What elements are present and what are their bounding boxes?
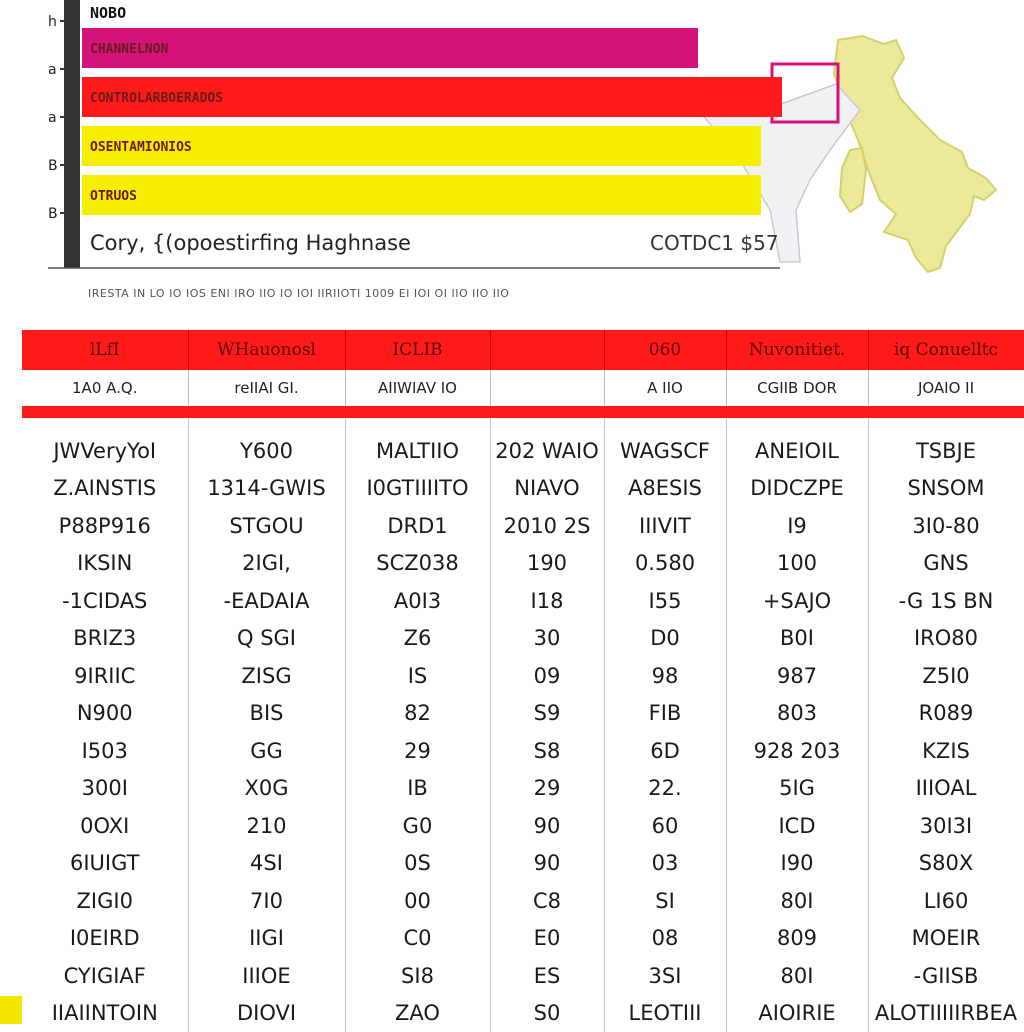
table-cell: SCZ038 <box>345 545 490 583</box>
table-row <box>22 470 1024 508</box>
table-cell: ES <box>490 957 604 995</box>
table-cell: SI8 <box>345 957 490 995</box>
corner-color-swatch <box>0 996 22 1024</box>
table-row <box>22 957 1024 995</box>
table-cell: ZIGI0 <box>22 882 188 920</box>
column-header-1[interactable]: lLfI <box>22 330 188 370</box>
chart-header-label: NOBO <box>90 4 126 22</box>
table-cell: STGOU <box>188 507 345 545</box>
table-cell: SI <box>604 882 726 920</box>
table-cell: 202 WAIO <box>490 412 604 470</box>
table-cell: 0.580 <box>604 545 726 583</box>
table-cell: 2IGI, <box>188 545 345 583</box>
table-cell: S80X <box>868 845 1024 883</box>
table-cell: -EADAIA <box>188 582 345 620</box>
sicily-map-shape <box>840 148 866 212</box>
table-row <box>22 507 1024 545</box>
table-cell: ALOTIIIIIRBEA <box>868 995 1024 1032</box>
bars <box>82 28 782 215</box>
table-cell: -G 1S BN <box>868 582 1024 620</box>
table-cell: 6D <box>604 732 726 770</box>
column-subheader-4 <box>490 370 604 412</box>
table-header-row-primary <box>22 330 1024 370</box>
table-cell: BIS <box>188 695 345 733</box>
table-cell: 3SI <box>604 957 726 995</box>
table-cell: I90 <box>726 845 868 883</box>
table-cell: 60 <box>604 807 726 845</box>
table-cell: I55 <box>604 582 726 620</box>
y-tick-label: a <box>48 62 57 78</box>
table-cell: 30 <box>490 620 604 658</box>
table-cell: ICD <box>726 807 868 845</box>
bar-1 <box>82 28 698 68</box>
table-cell: GNS <box>868 545 1024 583</box>
table-cell: 90 <box>490 807 604 845</box>
table-row <box>22 545 1024 583</box>
table-cell: 80I <box>726 957 868 995</box>
table-row <box>22 807 1024 845</box>
table-cell: +SAJO <box>726 582 868 620</box>
table-cell: N900 <box>22 695 188 733</box>
table-cell: 08 <box>604 920 726 958</box>
bar-label-3: OSENTAMIONIOS <box>90 140 192 155</box>
table-cell: 7I0 <box>188 882 345 920</box>
table-cell: DRD1 <box>345 507 490 545</box>
column-header-6[interactable]: Nuvonitiet. <box>726 330 868 370</box>
column-subheader-6: CGIIB DOR <box>726 370 868 412</box>
table-cell: 809 <box>726 920 868 958</box>
table-row <box>22 582 1024 620</box>
table-cell: JWVeryYoI <box>22 412 188 470</box>
table-cell: DIDCZPE <box>726 470 868 508</box>
table-row <box>22 412 1024 470</box>
table-cell: IS <box>345 657 490 695</box>
table-cell: IIIVIT <box>604 507 726 545</box>
table-cell: B0I <box>726 620 868 658</box>
column-header-2[interactable]: WHauonosl <box>188 330 345 370</box>
table-cell: ZAO <box>345 995 490 1032</box>
table-cell: C8 <box>490 882 604 920</box>
bar-chart <box>0 0 1024 280</box>
bar-4 <box>82 175 761 215</box>
table-cell: IIIOAL <box>868 770 1024 808</box>
table-cell: I9 <box>726 507 868 545</box>
table-cell: E0 <box>490 920 604 958</box>
table-row <box>22 995 1024 1032</box>
y-axis-line <box>64 0 80 268</box>
table-cell: WAGSCF <box>604 412 726 470</box>
table-cell: IIAIINTOIN <box>22 995 188 1032</box>
table-cell: MOEIR <box>868 920 1024 958</box>
table-cell: TSBJE <box>868 412 1024 470</box>
table-cell: 3I0-80 <box>868 507 1024 545</box>
table-cell: Y600 <box>188 412 345 470</box>
table-cell: -GIISB <box>868 957 1024 995</box>
table-cell: 1314-GWIS <box>188 470 345 508</box>
table-cell: 90 <box>490 845 604 883</box>
table-cell: I0GTIIIITO <box>345 470 490 508</box>
table-cell: LEOTIII <box>604 995 726 1032</box>
table-cell: 6IUIGT <box>22 845 188 883</box>
table-cell: Z5I0 <box>868 657 1024 695</box>
y-tick-label: B <box>48 206 58 222</box>
table-row <box>22 770 1024 808</box>
column-subheader-5: A IIO <box>604 370 726 412</box>
data-table <box>22 330 1024 1032</box>
table-cell: 100 <box>726 545 868 583</box>
table-cell: 0S <box>345 845 490 883</box>
table-cell: DIOVI <box>188 995 345 1032</box>
table-cell: X0G <box>188 770 345 808</box>
table-cell: 987 <box>726 657 868 695</box>
column-header-3[interactable]: ICLIB <box>345 330 490 370</box>
table-cell: GG <box>188 732 345 770</box>
table-row <box>22 845 1024 883</box>
column-header-5[interactable]: 060 <box>604 330 726 370</box>
table-cell: 98 <box>604 657 726 695</box>
table-cell: I18 <box>490 582 604 620</box>
table-cell: CYIGIAF <box>22 957 188 995</box>
bar-chart-canvas <box>0 0 1024 280</box>
table-cell: Z6 <box>345 620 490 658</box>
table-cell: KZIS <box>868 732 1024 770</box>
table-cell: 22. <box>604 770 726 808</box>
table-body <box>22 412 1024 1032</box>
table-cell: S8 <box>490 732 604 770</box>
table-cell: NIAVO <box>490 470 604 508</box>
table-cell: A8ESIS <box>604 470 726 508</box>
table-cell: 4SI <box>188 845 345 883</box>
table-header-row-secondary <box>22 370 1024 412</box>
table-row <box>22 695 1024 733</box>
table-cell: I503 <box>22 732 188 770</box>
table-cell: -1CIDAS <box>22 582 188 620</box>
table-cell: Z.AINSTIS <box>22 470 188 508</box>
table-cell: SNSOM <box>868 470 1024 508</box>
table-cell: S0 <box>490 995 604 1032</box>
table-cell: 928 203 <box>726 732 868 770</box>
y-tick-label: B <box>48 158 58 174</box>
table-cell: 03 <box>604 845 726 883</box>
y-tick-label: h <box>48 14 57 30</box>
table-cell: IB <box>345 770 490 808</box>
y-tick-label: a <box>48 110 57 126</box>
table-cell: 29 <box>490 770 604 808</box>
table-cell: I0EIRD <box>22 920 188 958</box>
table-cell: IRO80 <box>868 620 1024 658</box>
column-subheader-1: 1A0 A.Q. <box>22 370 188 412</box>
bar-label-4: OTRUOS <box>90 189 137 204</box>
data-table-wrapper <box>22 330 1024 1032</box>
table-cell: MALTIIO <box>345 412 490 470</box>
table-cell: ZISG <box>188 657 345 695</box>
y-ticks <box>48 14 66 222</box>
table-row <box>22 920 1024 958</box>
table-cell: LI60 <box>868 882 1024 920</box>
table-cell: BRIZ3 <box>22 620 188 658</box>
table-cell: 29 <box>345 732 490 770</box>
table-cell: G0 <box>345 807 490 845</box>
table-cell: 803 <box>726 695 868 733</box>
table-cell: P88P916 <box>22 507 188 545</box>
table-cell: FIB <box>604 695 726 733</box>
column-subheader-2: reIIAI GI. <box>188 370 345 412</box>
table-cell: 300I <box>22 770 188 808</box>
table-cell: 09 <box>490 657 604 695</box>
table-cell: IIGI <box>188 920 345 958</box>
table-cell: C0 <box>345 920 490 958</box>
table-row <box>22 882 1024 920</box>
table-row <box>22 657 1024 695</box>
table-cell: IKSIN <box>22 545 188 583</box>
table-cell: 210 <box>188 807 345 845</box>
table-cell: 9IRIIC <box>22 657 188 695</box>
table-cell: 0OXI <box>22 807 188 845</box>
bar-label-2: CONTROLARBOERADOS <box>90 91 223 106</box>
table-cell: 80I <box>726 882 868 920</box>
column-subheader-7: JOAIO II <box>868 370 1024 412</box>
table-cell: R089 <box>868 695 1024 733</box>
table-cell: S9 <box>490 695 604 733</box>
table-cell: 00 <box>345 882 490 920</box>
bar-label-1: CHANNELNON <box>90 42 168 57</box>
column-subheader-3: AIIWIAV IO <box>345 370 490 412</box>
column-header-4[interactable] <box>490 330 604 370</box>
table-cell: A0I3 <box>345 582 490 620</box>
table-cell: 5IG <box>726 770 868 808</box>
table-cell: 82 <box>345 695 490 733</box>
table-cell: D0 <box>604 620 726 658</box>
table-cell: AIOIRIE <box>726 995 868 1032</box>
chart-footer-label: Cory, {(opoestirfing Haghnase <box>90 231 411 255</box>
table-row <box>22 732 1024 770</box>
table-cell: IIIOE <box>188 957 345 995</box>
table-cell: 30I3I <box>868 807 1024 845</box>
source-note: IRESTA IN LO IO IOS ENI IRO IIO IO IOI IIRIIOTI 1009 EI IOI OI IIO IIO IIO <box>88 287 509 300</box>
table-cell: ANEIOIL <box>726 412 868 470</box>
column-header-7[interactable]: iq Conuelltc <box>868 330 1024 370</box>
chart-footer-value: COTDC1 $57 <box>650 231 779 255</box>
table-cell: Q SGI <box>188 620 345 658</box>
table-cell: 2010 2S <box>490 507 604 545</box>
table-cell: 190 <box>490 545 604 583</box>
table-row <box>22 620 1024 658</box>
